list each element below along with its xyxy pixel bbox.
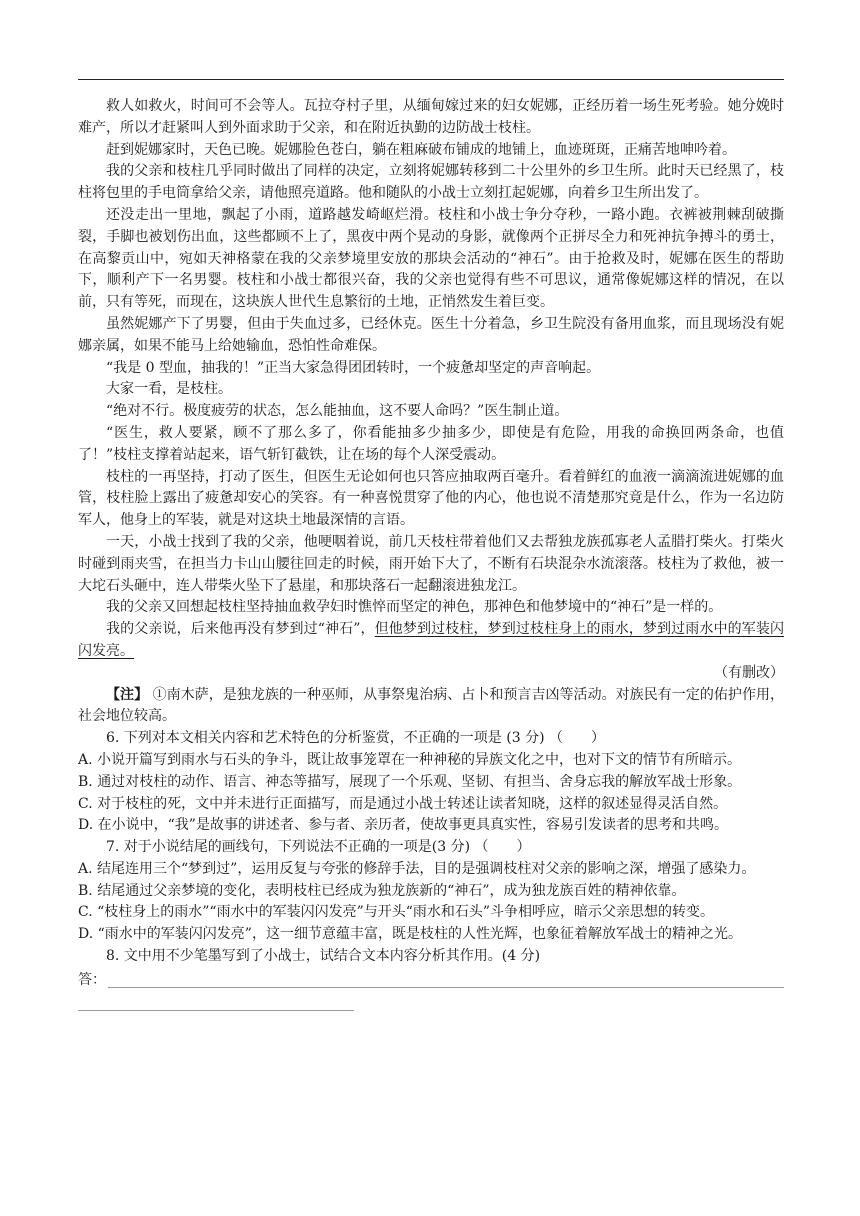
passage-paragraph: “医生，救人要紧，顾不了那么多了，你看能抽多少抽多少，即使是有危险，用我的命换回两条命，也值了！”枝柱支撑着站起来，语气斩钉截铁，让在场的每个人深受震动。 <box>78 424 784 463</box>
final-sentence-start: 我的父亲说，后来他再没有梦到过“神石”， <box>106 621 375 638</box>
question-7-stem: 7. 对于小说结尾的画线句，下列说法不正确的一项是(3 分) （ ） <box>106 839 531 856</box>
source-note: （有删改） <box>714 664 784 681</box>
passage-paragraph: “绝对不行。极度疲劳的状态，怎么能抽血，这不要人命吗？”医生制止道。 <box>106 403 569 420</box>
passage-paragraph: “我是 0 型血，抽我的！”正当大家急得团团转时，一个疲惫却坚定的声音响起。 <box>106 359 601 376</box>
annotation-text: ①南木萨，是独龙族的一种巫师，从事祭鬼治病、占卜和预言吉凶等活动。对族民有一定的佑护作用，社会地位较高。 <box>78 686 785 725</box>
passage-paragraph: 一天，小战士找到了我的父亲，他哽咽着说，前几天枝柱带着他们又去帮独龙族孤寡老人孟腊打柴火。打柴火时碰到雨夹雪，在担当力卡山山腰往回走的时候，雨开始下大了，不断有石块混杂水流滚落。枝柱为了救他，被一大坨石头砸中，连人带柴火坠下了悬崖，和那块落石一起翻滚进独龙江。 <box>78 533 784 594</box>
header-rule <box>78 79 784 80</box>
answer-line[interactable] <box>78 1010 354 1011</box>
question-6-option-d: D. 在小说中，“我”是故事的讲述者、参与者、亲历者，使故事更具真实性，容易引发读者的思考和共鸣。 <box>78 817 728 834</box>
passage-paragraph: 虽然妮娜产下了男婴，但由于失血过多，已经休克。医生十分着急，乡卫生院没有备用血浆，而且现场没有妮娜亲属，如果不能马上给她输血，恐怕性命难保。 <box>78 315 784 354</box>
passage-paragraph-final <box>78 619 784 663</box>
question-7-option-d: D. “雨水中的军装闪闪发亮”，这一细节意蕴丰富，既是枝柱的人性光辉，也象征着解放军战士的精神之光。 <box>78 926 742 943</box>
answer-line[interactable] <box>108 987 784 988</box>
passage-paragraph: 大家一看，是枝柱。 <box>106 381 232 398</box>
question-7-option-c: C. “枝柱身上的雨水”“雨水中的军装闪闪发亮”与开头“雨水和石头”斗争相呼应，暗示父亲思想的转变。 <box>78 904 715 921</box>
annotation <box>78 685 784 729</box>
question-6-option-a: A. 小说开篇写到雨水与石头的争斗，既让故事笼罩在一种神秘的异族文化之中，也对下文的情节有所暗示。 <box>78 751 742 768</box>
passage-paragraph: 枝柱的一再坚持，打动了医生，但医生无论如何也只答应抽取两百毫升。看着鲜红的血液一滴滴流进妮娜的血管，枝柱脸上露出了疲惫却安心的笑容。有一种喜悦贯穿了他的内心，他也说不清楚那究竟是什么，作为一名边防军人，他身上的军装，就是对这块土地最深情的言语。 <box>78 468 784 529</box>
passage-paragraph: 赶到妮娜家时，天色已晚。妮娜脸色苍白，躺在粗麻破布铺成的地铺上，血迹斑斑，正痛苦地呻吟着。 <box>106 141 736 158</box>
passage-paragraph: 救人如救火，时间可不会等人。瓦拉夺村子里，从缅甸嫁过来的妇女妮娜，正经历着一场生死考验。她分娩时难产，所以才赶紧叫人到外面求助于父亲，和在附近执勤的边防战士枝柱。 <box>78 98 784 136</box>
question-6-option-b: B. 通过对枝柱的动作、语言、神态等描写，展现了一个乐观、坚韧、有担当、舍身忘我的解放军战士形象。 <box>78 773 742 790</box>
question-7-option-a: A. 结尾连用三个“梦到过”，运用反复与夸张的修辞手法，目的是强调枝柱对父亲的影响之深，增强了感染力。 <box>78 860 756 877</box>
question-8-stem: 8. 文中用不少笔墨写到了小战士，试结合文本内容分析其作用。(4 分) <box>106 948 541 965</box>
answer-label: 答： <box>78 971 106 988</box>
passage-paragraph: 还没走出一里地，飘起了小雨，道路越发崎岖烂滑。枝柱和小战士争分夺秒，一路小跑。衣裤被荆棘刮破撕裂，手脚也被划伤出血，这些都顾不上了，黑夜中两个晃动的身影，就像两个正拼尽全力和死神抗争搏斗的勇士，在高黎贡山中，宛如天神格蒙在我的父亲梦境里安放的那块会活动的“神石”。由于抢救及时，妮娜在医生的帮助下，顺利产下一名男婴。枝柱和小战士都很兴奋，我的父亲也觉得有些不可思议，通常像妮娜这样的情况，在以前，只有等死，而现在，这块族人世代生息繁衍的土地，正悄然发生着巨变。 <box>78 206 784 311</box>
answer-area[interactable] <box>78 970 784 1014</box>
underlined-sentence: 但他梦到过枝柱，梦到过枝柱身上的雨水，梦到过雨水中的军装闪闪发亮。 <box>78 621 784 659</box>
question-6-stem: 6. 下列对本文相关内容和艺术特色的分析鉴赏，不正确的一项是 (3 分) （ ） <box>106 730 605 747</box>
document-body <box>78 96 784 1014</box>
passage-paragraph: 我的父亲和枝柱几乎同时做出了同样的决定，立刻将妮娜转移到二十公里外的乡卫生所。此时天已经黑了，枝柱将包里的手电筒拿给父亲，请他照亮道路。他和随队的小战士立刻扛起妮娜，向着乡卫生所出发了。 <box>78 163 784 202</box>
question-6-option-c: C. 对于枝柱的死，文中并未进行正面描写，而是通过小战士转述让读者知晓，这样的叙述显得灵活自然。 <box>78 795 728 812</box>
question-7-option-b: B. 结尾通过父亲梦境的变化，表明枝柱已经成为独龙族新的“神石”，成为独龙族百姓的精神依靠。 <box>78 882 686 899</box>
annotation-label: 【注】 <box>106 686 149 703</box>
passage-paragraph: 我的父亲又回想起枝柱坚持抽血救孕妇时憔悴而坚定的神色，那神色和他梦境中的“神石”是一样的。 <box>106 599 723 616</box>
